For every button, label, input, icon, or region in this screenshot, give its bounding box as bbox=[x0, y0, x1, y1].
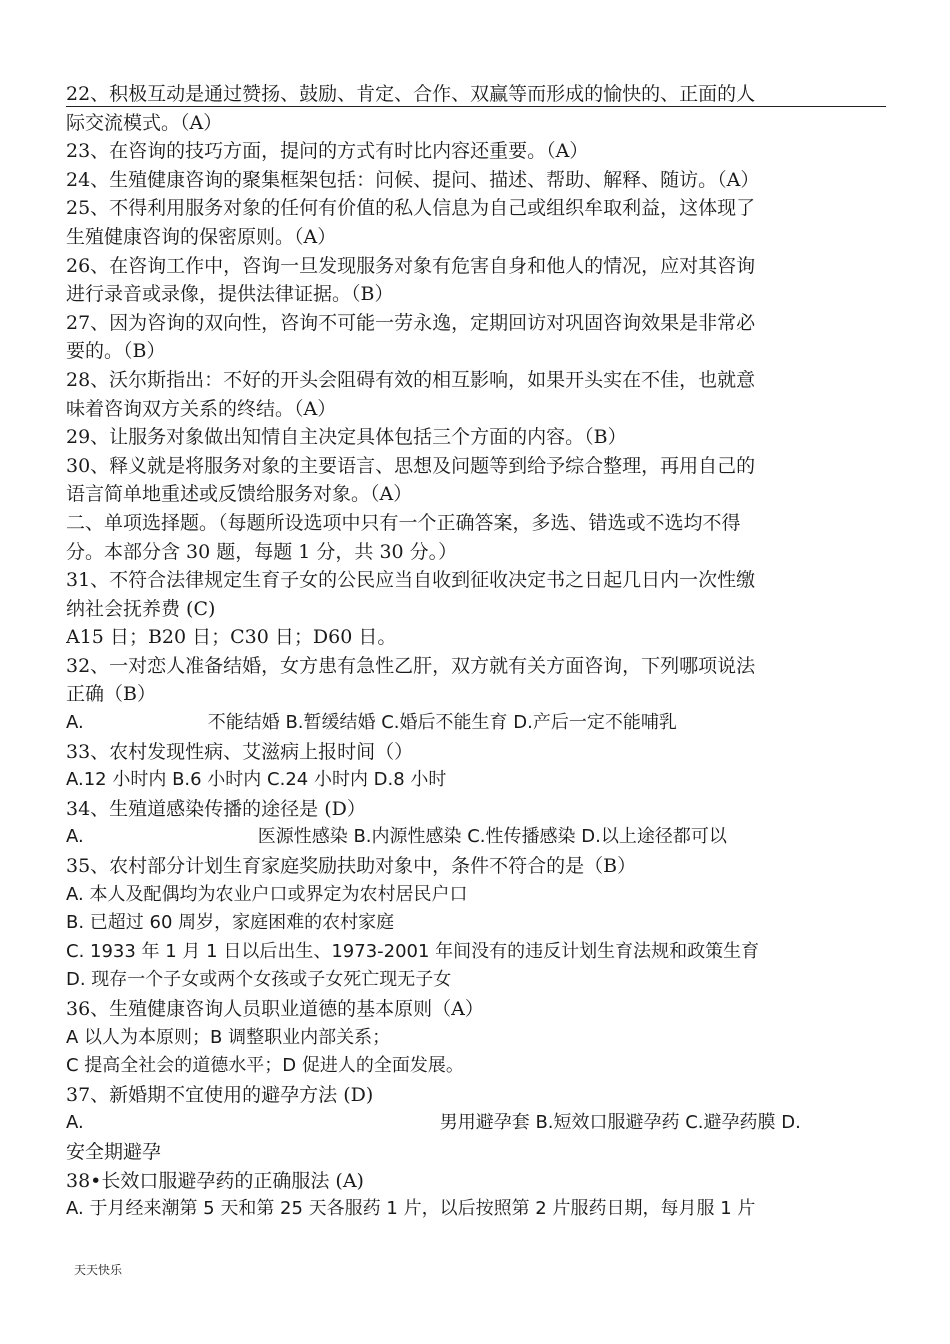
text-line: 22、积极互动是通过赞扬、鼓励、肯定、合作、双赢等而形成的愉快的、正面的人 bbox=[66, 83, 756, 105]
q36-options-ab: A 以人为本原则；B 调整职业内部关系； bbox=[66, 1026, 391, 1048]
options-text: 不能结婚 B.暂缓结婚 C.婚后不能生育 D.产后一定不能哺乳 bbox=[207, 712, 677, 734]
q34-options bbox=[66, 823, 890, 852]
text-line: 32、一对恋人准备结婚，女方患有急性乙肝，双方就有关方面咨询，下列哪项说法 bbox=[66, 654, 756, 677]
text-line: A15 日；B20 日；C30 日；D60 日。 bbox=[66, 626, 397, 649]
q35-option-d: D. 现存一个子女或两个女孩或子女死亡现无子女 bbox=[66, 969, 452, 991]
text-line: 28、沃尔斯指出：不好的开头会阻碍有效的相互影响，如果开头实在不佳，也就意 bbox=[66, 368, 756, 391]
text-line: 25、不得利用服务对象的任何有价值的私人信息为自己或组织牟取利益，这体现了 bbox=[66, 197, 756, 220]
text-line: 进行录音或录像，提供法律证据。（B） bbox=[66, 283, 394, 306]
question-34: 34、生殖道感染传播的途径是 (D） bbox=[66, 797, 366, 820]
text-line: 29、让服务对象做出知情自主决定具体包括三个方面的内容。（B） bbox=[66, 426, 627, 449]
text-lines bbox=[66, 80, 890, 709]
q36-options-cd: C 提高全社会的道德水平；D 促进人的全面发展。 bbox=[66, 1055, 464, 1077]
question-38: 38•长效口服避孕药的正确服法 (A) bbox=[66, 1169, 364, 1192]
page-footer: 天天快乐 bbox=[74, 1263, 123, 1277]
options-text: 男用避孕套 B.短效口服避孕药 C.避孕药膜 D. bbox=[439, 1112, 801, 1134]
question-37: 37、新婚期不宜使用的避孕方法 (D) bbox=[66, 1083, 374, 1106]
text-line: 要的。（B） bbox=[66, 340, 166, 363]
option-a-label: A. bbox=[66, 712, 84, 734]
text-line: 生殖健康咨询的保密原则。（A） bbox=[66, 225, 337, 248]
q35-option-b: B. 已超过 60 周岁，家庭困难的农村家庭 bbox=[66, 912, 395, 934]
text-line: 31、不符合法律规定生育子女的公民应当自收到征收决定书之日起几日内一次性缴 bbox=[66, 569, 756, 592]
text-line: 语言简单地重述或反馈给服务对象。（A） bbox=[66, 483, 413, 506]
text-line: 23、在咨询的技巧方面，提问的方式有时比内容还重要。（A） bbox=[66, 140, 589, 163]
q37-options-continued: 安全期避孕 bbox=[66, 1140, 162, 1163]
option-a-label: A. bbox=[66, 826, 84, 848]
q35-option-a: A. 本人及配偶均为农业户口或界定为农村居民户口 bbox=[66, 883, 468, 905]
text-line: 二、单项选择题。（每题所设选项中只有一个正确答案，多选、错选或不选均不得 bbox=[66, 511, 741, 534]
text-line: 26、在咨询工作中，咨询一旦发现服务对象有危害自身和他人的情况，应对其咨询 bbox=[66, 254, 756, 277]
document-body bbox=[66, 80, 890, 1224]
q32-options bbox=[66, 709, 890, 738]
text-line: 30、释义就是将服务对象的主要语言、思想及问题等到给予综合整理，再用自己的 bbox=[66, 454, 756, 477]
text-line: 分。本部分含 30 题，每题 1 分，共 30 分。） bbox=[66, 540, 458, 563]
question-35: 35、农村部分计划生育家庭奖励扶助对象中，条件不符合的是（B） bbox=[66, 855, 637, 878]
text-line: 味着咨询双方关系的终结。（A） bbox=[66, 397, 337, 420]
option-a-label: A. bbox=[66, 1112, 84, 1134]
q38-option-a: A. 于月经来潮第 5 天和第 25 天各服药 1 片，以后按照第 2 片服药日期，每月服 1 片 bbox=[66, 1198, 756, 1220]
text-line: 27、因为咨询的双向性，咨询不可能一劳永逸，定期回访对巩固咨询效果是非常必 bbox=[66, 311, 756, 334]
options-text: 医源性感染 B.内源性感染 C.性传播感染 D.以上途径都可以 bbox=[257, 826, 727, 848]
text-line: 正确（B） bbox=[66, 683, 156, 706]
text-line: 24、生殖健康咨询的聚集框架包括：问候、提问、描述、帮助、解释、随访。（A） bbox=[66, 168, 760, 191]
q37-options bbox=[66, 1109, 890, 1138]
text-line: 纳社会抚养费 (C) bbox=[66, 597, 216, 620]
question-33: 33、农村发现性病、艾滋病上报时间（） bbox=[66, 740, 414, 763]
question-36: 36、生殖健康咨询人员职业道德的基本原则（A） bbox=[66, 998, 484, 1020]
q35-option-c: C. 1933 年 1 月 1 日以后出生、1973-2001 年间没有的违反计划生育法规和政策生育 bbox=[66, 940, 760, 962]
text-line: 际交流模式。（A） bbox=[66, 111, 223, 134]
q33-options: A.12 小时内 B.6 小时内 C.24 小时内 D.8 小时 bbox=[66, 769, 447, 791]
